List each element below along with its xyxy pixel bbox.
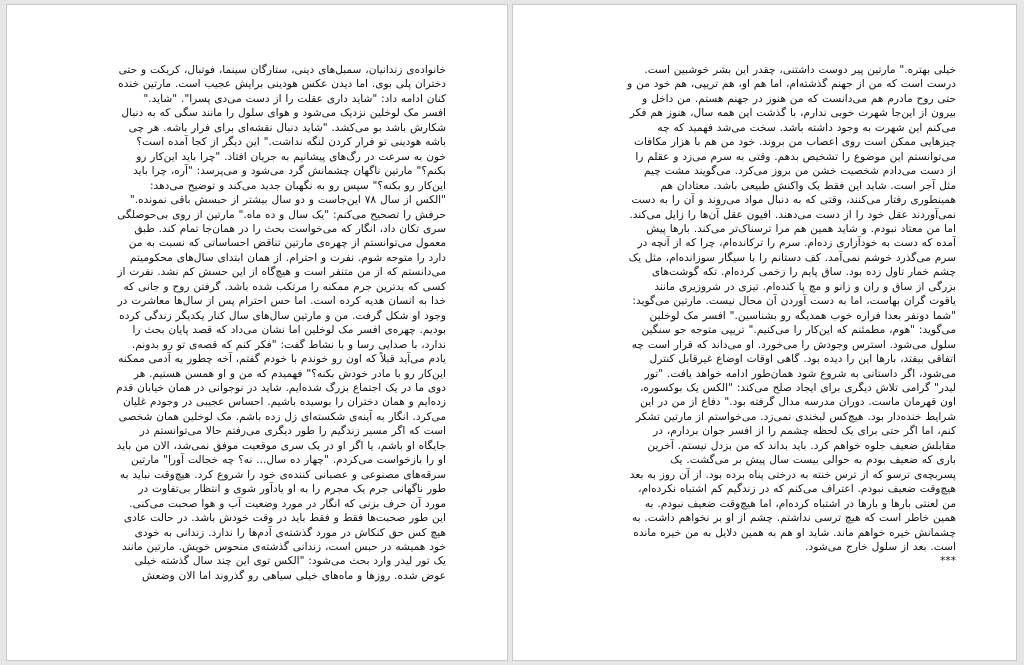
page-text-left <box>65 63 446 583</box>
text-line: است که اگر مسیر زندگیم را طور دیگری می‌رفتم حالا می‌توانستم در <box>139 425 446 438</box>
text-line: "شما دونفر بعدا فراره خوب همدیگه رو بشناسین." افسر مک لوخلین <box>649 309 956 322</box>
text-line: می‌دانستم که از من متنفر است و هیچ‌گاه از این حسش کم نشد. نفرت از <box>117 266 446 279</box>
text-line: مثل آجر است. شاید این فقط یک واکنش طبیعی باشد. معتادان هم <box>660 179 956 192</box>
text-line: اتفاقی بیفتد، بارها این را دیده بود. گاهی اوقات اوضاع غیرقابل کنترل <box>649 353 956 366</box>
text-line: بکنم؟" مارتین ناگهان چشمانش گرد می‌شود و می‌پرسد: "آره، چرا باید <box>133 165 446 178</box>
section-separator: *** <box>940 555 956 568</box>
text-line: سلول می‌شود. استرس وجودش را می‌خورد. او می‌داند که قرار است چه <box>631 338 956 351</box>
text-line: باشه هودینی تو فرار کردن لنگه نداشت." این دیگر از کجا آمده است؟ <box>136 136 446 149</box>
text-line: چشم خمار تاول زده بود. ساق پایم را زخمی کرده‌ام. تکه گوشت‌های <box>651 266 956 279</box>
text-line: همینطوری رفتار می‌کنند، وقتی که به دنبال مواد می‌روند و آن را به دست <box>631 194 956 207</box>
text-line: چیزهایی ممکن است روی اعصاب من بروند. خود من هم با هزار مکافات <box>633 136 956 149</box>
text-line: این طور صحبت‌ها فقط و فقط باید در وقت خودش باشد. در حالت عادی <box>123 512 446 525</box>
text-line: دارد را متوجه شوم. نفرت و احترام. از همان ابتدای سال‌های محکومیتم <box>129 251 446 264</box>
document-page-left <box>6 4 508 661</box>
page-text-right <box>573 63 956 569</box>
text-line: سرقه‌های مصنوعی و عصبانی کننده‌ی خود را شروع کرد. هیچ‌وقت نباید به <box>119 468 446 481</box>
text-line: جایگاه او باشم، یا اگر او در یک سری موقعیت موفق نمی‌شد، الان من باید <box>116 439 446 452</box>
text-line: زده‌ایم و همان دختران را بوسیده باشیم. احساس عجیبی در وجودم غلیان <box>122 396 446 409</box>
document-page-right <box>512 4 1017 661</box>
text-line: یادم می‌آید قبلاً که اون رو خوندم با خودم گفتم، آخه چطور یه آدمی ممکنه <box>118 353 446 366</box>
text-line: خون به سرعت در رگ‌های پیشانیم به جریان افتاد. "چرا باید این‌کار رو <box>136 150 446 163</box>
text-line: عوض شده. روزها و ماه‌های خیلی سیاهی رو گذروند اما الان وضعش <box>141 569 446 582</box>
text-line: اما من معتاد نبودم. و شاید همین هم مرا ترسناک‌تر می‌کند. بارها پیش <box>646 222 956 235</box>
text-line: کنم، اما اگر حتی برای یک لحظه چشمم را از افسر جوان بردارم، در <box>653 425 956 438</box>
text-line: معمول می‌توانستم از چهره‌ی مارتین تناقض احساساتی که نسبت به من <box>128 237 446 250</box>
text-line: دختران پلی بوی. اما دیدن عکس هودینی برایش عجیب است. مارتین خنده <box>118 78 446 91</box>
text-line: یک تور لیدر وارد بحث می‌شود: "الکس توی این چند سال گذشته خیلی <box>134 555 446 568</box>
text-line: لیدر" گرامی تلاش دیگری برای ایجاد صلح می‌کند: "الکس یک بوکسوره، <box>639 381 956 394</box>
text-line: چشمانش خیره خواهم ماند. شاید او هم به همین دلایل به من خیره مانده <box>633 526 956 539</box>
text-line: باری که ضعیف بودم به حوالی بیست سال پیش بر می‌گشت. یک <box>670 454 956 467</box>
text-line: خود همیشه در حبس است، زندانی گذشته‌ی منحوس خویش. مارتین مانند <box>122 540 446 553</box>
text-line: است. بعد از سلول خارج می‌شود. <box>805 540 956 553</box>
text-line: کنان ادامه داد: "شاید داری عقلت را از دست می‌دی پسرا". "شاید." <box>143 92 446 105</box>
text-line: خدا به انسان هدیه کرده است. اما حس احترام پس از سال‌ها معاشرت در <box>117 295 446 308</box>
text-line: حرفش را تصحیح می‌کنم: "یک سال و ده ماه." مارتین از روی بی‌حوصلگی <box>117 208 446 221</box>
text-line: نمی‌آوردند عقل خود را از دست می‌دهند. افیون عقل آن‌ها را زایل می‌کند. <box>629 208 956 221</box>
text-line: "الکس از سال ۷۸ این‌جاست و دو سال بیشتر از حبسش باقی نمونده." <box>129 194 446 207</box>
text-line: بزرگی از ساق و ران و زانو و مچ پا کنده‌ام. تیزی در شروزیری مانند <box>654 280 956 293</box>
text-line: مورد آن حرف بزنی که انگار در مورد وضعیت آب و هوا صحبت می‌کنی. <box>129 497 446 510</box>
text-line: حتی روح مادرم هم می‌دانست که من هنوز در جهنم هستم. من داخل و <box>642 92 956 105</box>
text-line: طور ناگهانی جرم یک مجرم را به او یادآور شوی و انتظار بی‌تفاوت در <box>138 483 446 496</box>
text-line: این‌کار رو با مادر خودش بکنه؟" فهمیدم که من و او همسن هستیم. هر <box>133 367 446 380</box>
text-line: بودیم. چهره‌ی افسر مک لوخلین اما نشان می‌داد که قصد پایان بحث را <box>132 324 446 337</box>
text-line: یاقوت گران بهاست، اما به دست آوردن آن محال نیست. مارتین می‌گوید: <box>632 295 956 308</box>
text-line: خانواده‌ی زندانیان، سمبل‌های دینی، ستارگان سینما، فوتبال، کریکت و حتی <box>118 64 446 76</box>
text-line: هیچ کس حق کنکاش در مورد گذشته‌ی آدم‌ها را ندارد. زندانی به خودی <box>134 526 446 539</box>
text-line: می‌توانستم این موضوع را تشخیص بدهم. وقتی به سرم می‌زد و عقلم را <box>635 150 956 163</box>
text-line: همین خاطر است که هیچ ترسی نداشتم. چشم از او بر نخواهم داشت. به <box>631 512 956 525</box>
text-line: او را بازخواست می‌کردم. "چهار ده سال... نه؟ چه خجالت آورا" مارتین <box>131 454 446 467</box>
text-line: از دست می‌دادم شخصیت خشن من بروز می‌کرد. می‌گویند مشت چیم <box>643 165 956 178</box>
text-line: دوی ما در یک اجتماع بزرگ شده‌ایم. شاید در نوجوانی در همان خیابان قدم <box>116 381 446 394</box>
text-line: سرم می‌گذرد خوشم نمی‌آمد. کف دستانم را با سیگار سوزانده‌ام، مثل یک <box>628 251 956 264</box>
text-line: خیلی بهتره." مارتین پیر دوست داشتنی، چقدر این بشر خوشبین است. <box>644 64 956 76</box>
text-line: افسر مک لوخلین نزدیک می‌شود و هوای سلول را مانند سگی که به دنبال <box>121 107 446 120</box>
text-line: وجود او شکل گرفت. من و مارتین سال‌های سال کنار یکدیگر زندگی کرده <box>119 309 446 322</box>
text-line: شکارش باشد بو می‌کشد. "شاید دنبال نقشه‌ای برای فرار باشه. هر چی <box>128 121 446 134</box>
text-line: آمده که دست به خودآزاری زده‌ام. سرم را ترکانده‌ام، چرا که از آنچه در <box>637 237 956 250</box>
text-line: درست است که من از جهنم گذشته‌ام، اما هم او، هم تریپی، هم خود من و <box>627 78 956 91</box>
text-line: من لعنتی بارها و بارها در اشتباه کرده‌ام، اما هیچ‌وقت ضعیف نبودم. به <box>644 497 956 510</box>
text-line: کسی که بدترین جرم ممکنه را مرتکب شده باشد. گرفتن روح و جانی که <box>123 280 446 293</box>
text-line: می‌گوید: "هوم، مطمئنم که این‌کار را می‌کنیم." تریپی متوجه جو سنگین <box>641 324 956 337</box>
text-line: سری تکان داد، انگار که می‌خواست بحث را در همان‌جا تمام کند. طبق <box>134 222 446 235</box>
text-line: شرایط خنده‌دار بود. هیچ‌کس لبخندی نمی‌زد. می‌خواستم از مارتین تشکر <box>635 410 956 423</box>
text-line: می‌شود، اگر داستانی به شروع شود همان‌طور ادامه خواهد یافت. "تور <box>644 367 956 380</box>
text-line: اون قهرمان ماست. دوران مدرسه مدال گرفته بود." دفاع از من در این <box>640 396 956 409</box>
text-line: ندارد، با صدایی رسا و با نشاط گفت: "فکر کنم که قصه‌ی تو رو بدونم. <box>131 338 446 351</box>
text-line: این‌کار رو بکنه؟" سپس رو به نگهبان جدید می‌کند و توضیح می‌دهد: <box>149 179 446 192</box>
text-line: هیچ‌وقت ضعیف نبودم. اعتراف می‌کنم که در زندگیم کم اشتباه نکرده‌ام، <box>638 483 956 496</box>
text-line: پسربچه‌ی ترسو که از ترس خنته به درختی پناه برده بود. از آن روز به بعد <box>629 468 956 481</box>
text-line: می‌کرد. انگار به آینه‌ی شکسته‌ای زل زده باشم. مک لوخلین همان شخصی <box>118 410 446 423</box>
text-line: مقابلش ضعیف جلوه خواهم کرد. باید بداند که من بزدل نیستم. آخرین <box>647 439 956 452</box>
text-line: می‌کنم این شهرت به وجود داشته باشد. سخت می‌شد فهمید که چه <box>657 121 956 134</box>
text-line: بیرون از این‌جا شهرت خوبی ندارم، با گذشت این همه سال، هنوز هم فکر <box>629 107 956 120</box>
